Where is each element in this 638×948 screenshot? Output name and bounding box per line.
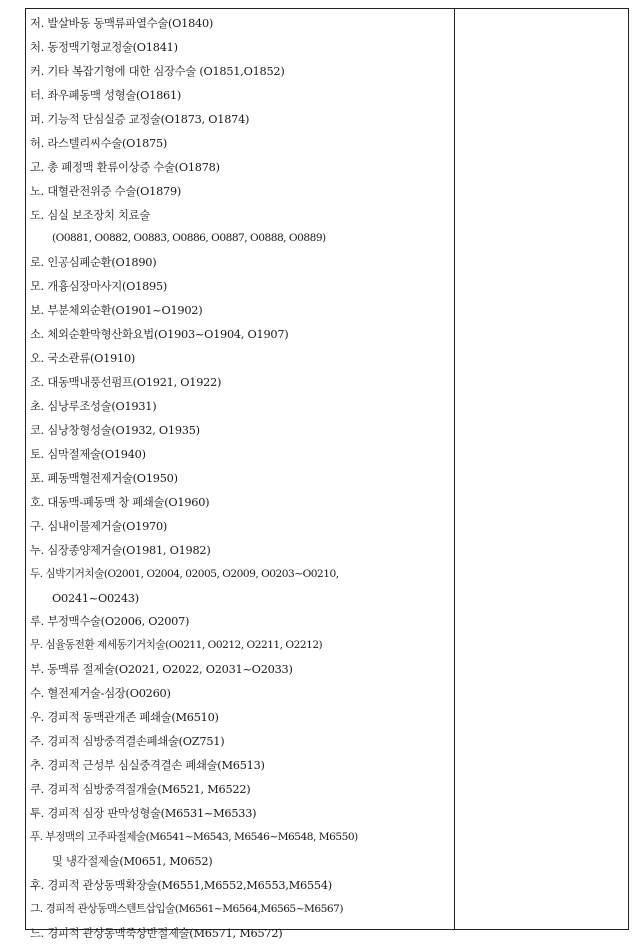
list-item: 부. 동맥류 절제술(O2021, O2022, O2031~O2033) xyxy=(30,663,293,677)
list-item: 푸. 부정맥의 고주파절제술(M6541~M6543, M6546~M6548, M6550) xyxy=(30,830,358,843)
list-item-continuation: O0241~O0243) xyxy=(52,591,139,605)
list-item: 조. 대동맥내풍선펌프(O1921, O1922) xyxy=(30,376,222,390)
list-item: 노. 대혈관전위증 수술(O1879) xyxy=(30,184,182,198)
list-item: 무. 심율동전환 제세동기거치술(O0211, O0212, O2211, O2212) xyxy=(30,639,323,652)
list-item: 호. 대동맥-폐동맥 창 폐쇄술(O1960) xyxy=(30,495,210,509)
list-item: 로. 인공심폐순환(O1890) xyxy=(30,256,157,270)
list-item: 터. 좌우폐동맥 성형술(O1861) xyxy=(30,88,182,102)
list-item: 그. 경피적 관상동맥스텐트삽입술(M6561~M6564,M6565~M6567) xyxy=(30,902,343,915)
list-item: 구. 심내이물제거술(O1970) xyxy=(30,519,168,533)
list-item: 추. 경피적 근성부 심실중격결손 폐쇄술(M6513) xyxy=(30,759,265,773)
procedure-list xyxy=(30,12,452,946)
list-item: 오. 국소관류(O1910) xyxy=(30,352,136,366)
list-item: 커. 기타 복잡기형에 대한 심장수술 (O1851,O1852) xyxy=(30,64,285,78)
list-item: 투. 경피적 심장 판막성형술(M6531~M6533) xyxy=(30,806,257,820)
list-item: 도. 심실 보조장치 치료술 xyxy=(30,208,150,222)
list-item: 보. 부분체외순환(O1901~O1902) xyxy=(30,304,203,318)
list-item: 토. 심막절제술(O1940) xyxy=(30,447,146,461)
list-item-continuation: 및 냉각절제술(M0651, M0652) xyxy=(52,854,213,868)
list-item: 허. 라스텔리씨수술(O1875) xyxy=(30,136,168,150)
list-item: 누. 심장종양제거술(O1981, O1982) xyxy=(30,543,211,557)
list-item: 느. 경피적 관상동맥죽상반절제술(M6571, M6572) xyxy=(30,926,283,940)
list-item: 저. 발살바동 동맥류파열수술(O1840) xyxy=(30,17,214,30)
list-item: 코. 심낭창형성술(O1932, O1935) xyxy=(30,423,200,437)
list-item: 쿠. 경피적 심방중격절개술(M6521, M6522) xyxy=(30,783,251,796)
list-item-continuation: (O0881, O0882, O0883, O0886, O0887, O0888, O0889) xyxy=(52,232,326,245)
list-item: 고. 총 폐정맥 환류이상증 수술(O1878) xyxy=(30,160,220,174)
list-item: 소. 체외순환막형산화요법(O1903~O1904, O1907) xyxy=(30,328,289,342)
list-item: 모. 개흉심장마사지(O1895) xyxy=(30,280,168,294)
list-item: 루. 부정맥수술(O2006, O2007) xyxy=(30,615,190,629)
column-divider xyxy=(454,9,455,929)
procedure-table xyxy=(25,8,629,940)
list-item: 우. 경피적 동맥관개존 폐쇄술(M6510) xyxy=(30,711,219,725)
list-item: 처. 동정맥기형교정술(O1841) xyxy=(30,40,178,54)
list-item: 주. 경피적 심방중격결손폐쇄술(OZ751) xyxy=(30,735,225,749)
list-item: 수. 혈전제거술-심장(O0260) xyxy=(30,687,171,701)
list-item: 후. 경피적 관상동맥확장술(M6551,M6552,M6553,M6554) xyxy=(30,878,332,892)
list-item: 두. 심박기거치술(O2001, O2004, 02005, O2009, O0203~O0210, xyxy=(30,567,339,580)
list-item: 포. 폐동맥혈전제거술(O1950) xyxy=(30,471,178,485)
list-item: 초. 심낭루조성술(O1931) xyxy=(30,400,157,413)
list-item: 퍼. 기능적 단심실증 교정술(O1873, O1874) xyxy=(30,112,250,126)
